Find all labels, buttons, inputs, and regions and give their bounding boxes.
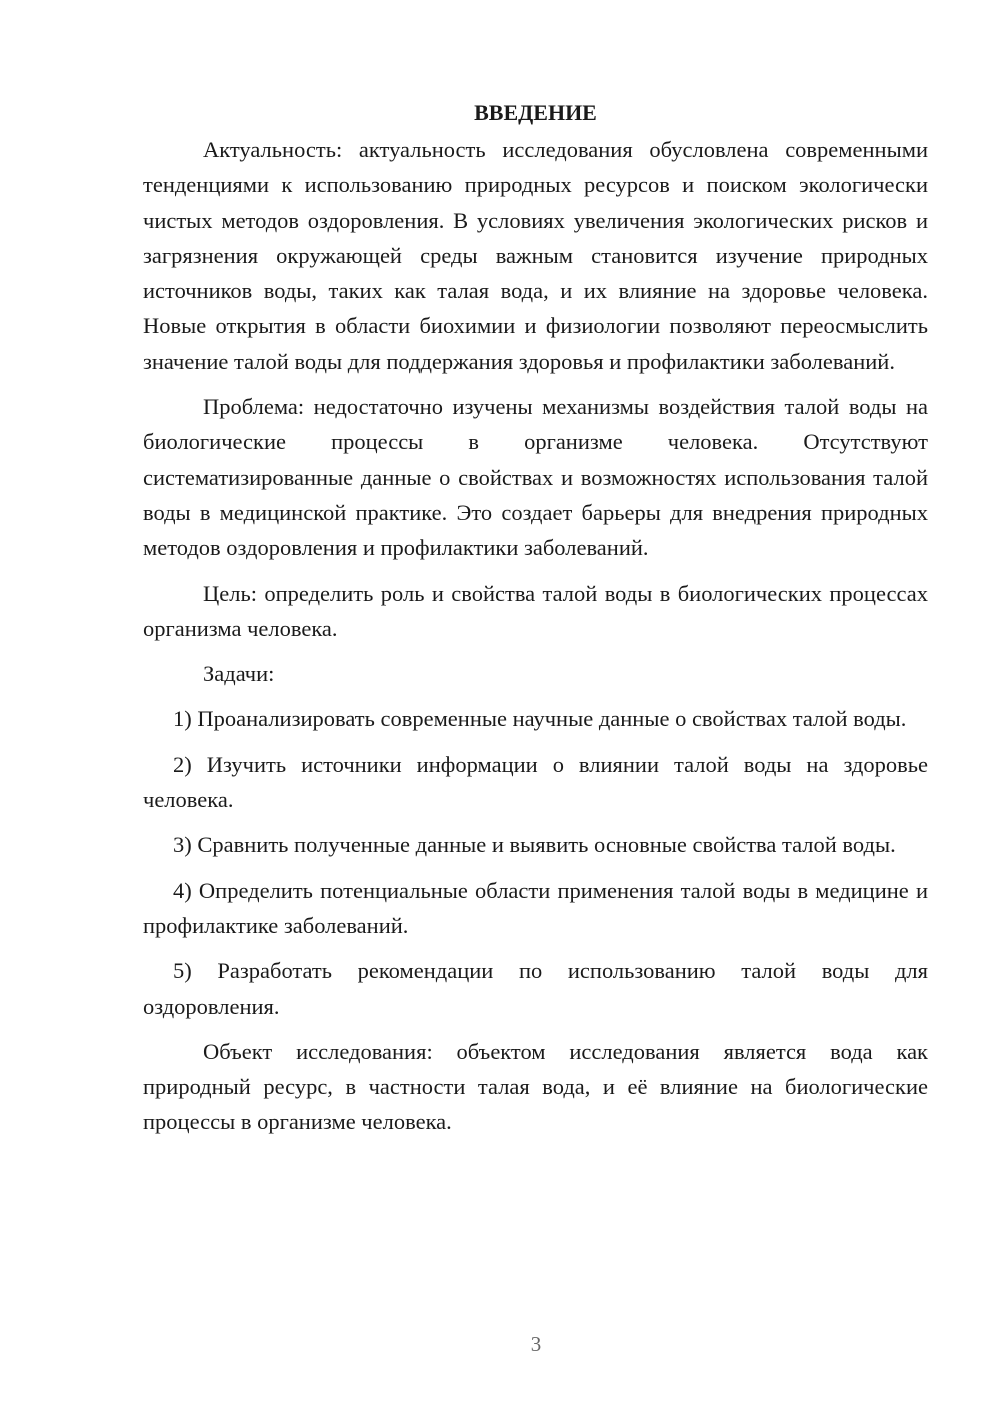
task-item-5: 5) Разработать рекомендации по использованию талой воды для оздоровления. <box>143 958 928 1019</box>
task-item-3: 3) Сравнить полученные данные и выявить основные свойства талой воды. <box>173 832 896 858</box>
object-paragraph: Объект исследования: объектом исследования является вода как природный ресурс, в частности талая вода, и её влияние на биологические процессы в организме человека. <box>143 1038 928 1135</box>
task-item-2: 2) Изучить источники информации о влиянии талой воды на здоровье человека. <box>143 751 928 813</box>
goal-paragraph: Цель: определить роль и свойства талой воды в биологических процессах организма человека. <box>143 580 928 641</box>
task-item-4: 4) Определить потенциальные области применения талой воды в медицине и профилактике заболеваний. <box>143 877 928 938</box>
section-title: ВВЕДЕНИЕ <box>474 100 597 125</box>
page-number: 3 <box>530 1332 542 1356</box>
tasks-heading: Задачи: <box>203 661 275 687</box>
task-item-1: 1) Проанализировать современные научные данные о свойствах талой воды. <box>173 706 907 732</box>
problem-paragraph: Проблема: недостаточно изучены механизмы воздействия талой воды на биологические процессы в организме человека. Отсутствуют систематизированные данные о свойствах и возможностях использования талой воды в медицинской практике. Это создает барьеры для внедрения природных методов оздоровления и профилактики заболеваний. <box>143 394 928 561</box>
document-body <box>143 95 928 1150</box>
relevance-paragraph: Актуальность: актуальность исследования обусловлена современными тенденциями к использованию природных ресурсов и поиском экологически чистых методов оздоровления. В условиях увеличения экологических рисков и загрязнения окружающей среды важным становится изучение природных источников воды, таких как талая вода, и их влияние на здоровье человека. Новые открытия в области биохимии и физиологии позволяют переосмыслить значение талой воды для поддержания здоровья и профилактики заболеваний. <box>143 137 928 374</box>
